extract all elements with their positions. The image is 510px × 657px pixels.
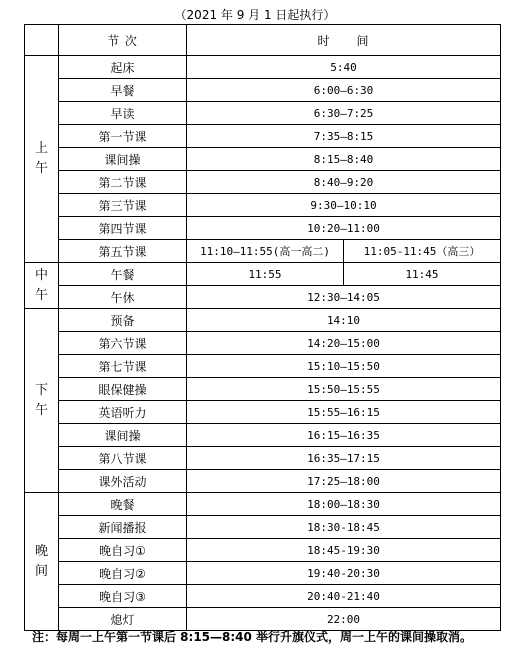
group-evening-char-2: 间: [34, 563, 48, 579]
table-row: [25, 240, 501, 263]
time-cell: 16:15—16:35: [187, 424, 501, 447]
group-noon-char-2: 午: [34, 287, 48, 303]
period-cell: 新闻播报: [59, 516, 187, 539]
time-cell: 14:10: [187, 309, 501, 332]
table-row: [25, 171, 501, 194]
group-noon-char-1: 中: [34, 267, 48, 283]
time-cell: 16:35—17:15: [187, 447, 501, 470]
table-row: [25, 516, 501, 539]
period-cell: 熄灯: [59, 608, 187, 631]
period-cell: 第五节课: [59, 240, 187, 263]
group-afternoon-char-2: 午: [34, 402, 48, 418]
table-row: [25, 401, 501, 424]
time-cell-grade-1-2: 11:55: [187, 263, 344, 286]
period-cell: 早餐: [59, 79, 187, 102]
period-cell: 第二节课: [59, 171, 187, 194]
time-cell: 8:40—9:20: [187, 171, 501, 194]
period-cell: 第八节课: [59, 447, 187, 470]
table-row: [25, 470, 501, 493]
time-cell: 12:30—14:05: [187, 286, 501, 309]
time-cell: 5:40: [187, 56, 501, 79]
effective-date-caption: （2021 年 9 月 1 日起执行）: [174, 8, 336, 22]
period-cell: 课外活动: [59, 470, 187, 493]
period-cell: 晚餐: [59, 493, 187, 516]
group-morning-char-2: 午: [34, 161, 48, 176]
group-morning: [25, 56, 59, 263]
time-cell: 7:35—8:15: [187, 125, 501, 148]
table-row: [25, 56, 501, 79]
table-row: [25, 585, 501, 608]
period-cell: 第三节课: [59, 194, 187, 217]
time-cell: 6:00—6:30: [187, 79, 501, 102]
table-row: [25, 286, 501, 309]
period-cell: 第四节课: [59, 217, 187, 240]
time-cell: 19:40-20:30: [187, 562, 501, 585]
table-row: [25, 263, 501, 286]
time-cell-grade-3: 11:05-11:45（高三）: [344, 240, 501, 263]
time-cell: 14:20—15:00: [187, 332, 501, 355]
period-column-header: 节 次: [59, 25, 187, 56]
table-row: [25, 562, 501, 585]
period-cell: 预备: [59, 309, 187, 332]
period-cell: 第六节课: [59, 332, 187, 355]
group-evening: [25, 493, 59, 631]
daily-schedule-table: [24, 24, 501, 631]
table-row: [25, 332, 501, 355]
time-cell: 22:00: [187, 608, 501, 631]
table-row: [25, 493, 501, 516]
period-cell: 晚自习①: [59, 539, 187, 562]
table-row: [25, 309, 501, 332]
table-row: [25, 378, 501, 401]
time-cell: 17:25—18:00: [187, 470, 501, 493]
period-cell: 午餐: [59, 263, 187, 286]
time-cell: 18:00—18:30: [187, 493, 501, 516]
table-row: [25, 424, 501, 447]
group-afternoon-char-1: 下: [34, 382, 48, 398]
footnote: 注：每周一上午第一节课后 8:15—8:40 举行升旗仪式，周一上午的课间操取消。: [32, 630, 473, 644]
period-cell: 英语听力: [59, 401, 187, 424]
period-cell: 午休: [59, 286, 187, 309]
table-row: [25, 539, 501, 562]
group-afternoon: [25, 309, 59, 493]
time-cell-grade-3: 11:45: [344, 263, 501, 286]
time-cell: 6:30—7:25: [187, 102, 501, 125]
table-row: [25, 102, 501, 125]
period-cell: 晚自习③: [59, 585, 187, 608]
table-row: [25, 355, 501, 378]
time-column-header: 时 间: [187, 25, 501, 56]
table-row: [25, 217, 501, 240]
group-morning-char-1: 上: [34, 141, 48, 156]
period-cell: 课间操: [59, 148, 187, 171]
group-noon: [25, 263, 59, 309]
period-cell: 晚自习②: [59, 562, 187, 585]
period-cell: 起床: [59, 56, 187, 79]
time-cell: 18:45-19:30: [187, 539, 501, 562]
period-cell: 第一节课: [59, 125, 187, 148]
table-row: [25, 125, 501, 148]
time-cell: 15:50—15:55: [187, 378, 501, 401]
time-cell: 8:15—8:40: [187, 148, 501, 171]
time-cell: 20:40-21:40: [187, 585, 501, 608]
table-row: [25, 447, 501, 470]
period-cell: 早读: [59, 102, 187, 125]
time-cell: 10:20—11:00: [187, 217, 501, 240]
table-header-row: [25, 25, 501, 56]
group-header-blank: [25, 25, 59, 56]
table-row: [25, 148, 501, 171]
time-cell: 15:55—16:15: [187, 401, 501, 424]
group-evening-char-1: 晚: [34, 543, 48, 559]
table-row: [25, 194, 501, 217]
time-cell: 18:30-18:45: [187, 516, 501, 539]
table-row: [25, 79, 501, 102]
time-cell: 15:10—15:50: [187, 355, 501, 378]
period-cell: 第七节课: [59, 355, 187, 378]
period-cell: 眼保健操: [59, 378, 187, 401]
period-cell: 课间操: [59, 424, 187, 447]
time-cell: 9:30—10:10: [187, 194, 501, 217]
time-cell-grade-1-2: 11:10—11:55(高一高二): [187, 240, 344, 263]
